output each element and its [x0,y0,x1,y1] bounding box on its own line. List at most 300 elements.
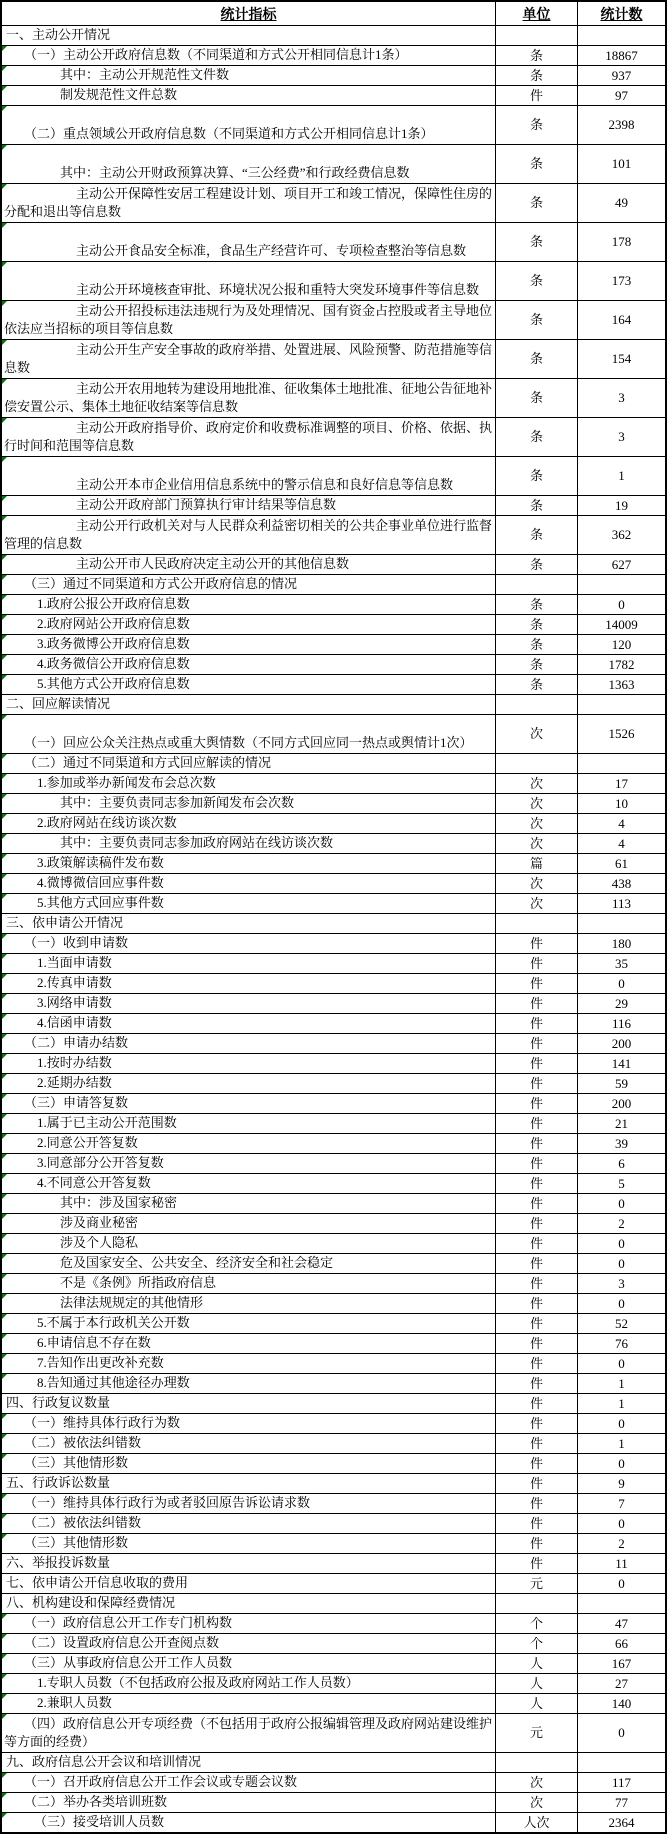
green-corner-marker-icon [2,1773,7,1778]
indicator-label: 法律法规规定的其他情形 [60,1295,204,1310]
indicator-cell [2,555,496,574]
unit-cell [496,1714,578,1752]
count-value: 0 [618,1725,625,1740]
count-value: 4 [618,815,625,831]
value-cell [578,1494,665,1513]
indicator-label: 涉及个人隐私 [60,1235,139,1250]
value-cell [578,575,665,594]
indicator-cell [2,655,496,674]
green-corner-marker-icon [2,1214,7,1219]
value-cell [578,86,665,105]
unit-label: 次 [529,815,543,831]
table-row [2,595,665,615]
indicator-label: （四）政府信息公开专项经费（不包括用于政府公报编辑管理及政府网站建设维护等方面的经费） [4,1716,493,1749]
unit-cell [496,1134,578,1153]
count-value: 1 [618,468,625,483]
unit-cell [496,1554,578,1573]
value-cell [578,262,665,300]
count-value: 101 [611,156,632,171]
count-value: 438 [611,875,632,891]
indicator-cell [2,184,496,222]
indicator-label: 其中：涉及国家秘密 [60,1195,178,1210]
indicator-cell [2,715,496,753]
indicator-cell [2,1014,496,1033]
unit-label: 条 [529,556,543,572]
value-cell [578,834,665,853]
table-row [2,1074,665,1094]
count-value: 627 [611,556,632,572]
unit-cell [496,1254,578,1273]
value-cell [578,340,665,378]
unit-cell [496,223,578,261]
value-cell [578,1574,665,1593]
count-value: 937 [611,67,632,83]
green-corner-marker-icon [2,1414,7,1419]
table-row [2,1414,665,1434]
table-row [2,555,665,575]
indicator-label: 九、政府信息公开会议和培训情况 [6,1754,202,1769]
indicator-label: 危及国家安全、公共安全、经济安全和社会稳定 [60,1255,334,1270]
table-row [2,1114,665,1134]
indicator-cell [2,754,496,773]
count-value: 173 [611,273,632,288]
green-corner-marker-icon [2,184,7,189]
indicator-label: （一）召开政府信息公开工作会议或专题会议数 [24,1774,298,1789]
value-cell [578,1674,665,1693]
table-row [2,1174,665,1194]
unit-label: 件 [529,1435,543,1451]
green-corner-marker-icon [2,894,7,899]
count-value: 77 [615,1794,628,1810]
value-cell [578,894,665,913]
table-row [2,1494,665,1514]
indicator-label: （三）从事政府信息公开工作人员数 [24,1655,233,1670]
indicator-label: 2.延期办结数 [37,1075,112,1090]
table-row [2,1034,665,1054]
indicator-label: 1.属于已主动公开范围数 [37,1115,177,1130]
table-row [2,86,665,106]
green-corner-marker-icon [2,1674,7,1679]
unit-label: 人次 [523,1814,550,1830]
indicator-label: 六、举报投诉数量 [6,1555,111,1570]
table-row [2,516,665,555]
count-value: 0 [618,1415,625,1431]
indicator-cell [2,1773,496,1792]
indicator-cell [2,1274,496,1293]
table-row [2,1194,665,1214]
indicator-label: 8.告知通过其他途径办理数 [37,1375,190,1390]
unit-cell [496,695,578,714]
table-row [2,1294,665,1314]
green-corner-marker-icon [2,814,7,819]
indicator-label: 其中：主要负责同志参加新闻发布会次数 [60,795,295,810]
unit-cell [496,994,578,1013]
value-cell [578,974,665,993]
indicator-cell [2,1594,496,1613]
indicator-label: 不是《条例》所指政府信息 [60,1275,217,1290]
value-cell [578,1274,665,1293]
value-cell [578,1094,665,1113]
unit-label: 件 [529,1035,543,1051]
value-cell [578,1054,665,1073]
indicator-cell [2,595,496,614]
table-row [2,1813,665,1832]
indicator-cell [2,1054,496,1073]
value-cell [578,457,665,495]
table-row [2,223,665,262]
indicator-cell [2,46,496,65]
table-row [2,934,665,954]
unit-label: 条 [529,390,543,405]
value-cell [578,66,665,85]
column-header-unit-label: 单位 [522,7,551,23]
count-value: 10 [615,795,628,811]
indicator-cell [2,66,496,85]
value-cell [578,934,665,953]
green-corner-marker-icon [2,774,7,779]
count-value: 49 [615,195,628,210]
table-row [2,954,665,974]
value-cell [578,26,665,45]
unit-cell [496,46,578,65]
green-corner-marker-icon [2,1374,7,1379]
count-value: 52 [615,1315,628,1331]
unit-cell [496,184,578,222]
unit-cell [496,715,578,753]
green-corner-marker-icon [2,1294,7,1299]
indicator-label: 1.专职人员数（不包括政府公报及政府网站工作人员数） [37,1675,359,1690]
indicator-label: 主动公开招投标违法违规行为及处理情况、国有资金占控股或者主导地位依法应当招标的项目等信息数 [4,303,493,336]
unit-cell [496,635,578,654]
value-cell [578,516,665,554]
indicator-cell [2,675,496,694]
count-value: 141 [611,1055,632,1071]
table-row [2,1554,665,1574]
indicator-label: 1.当面申请数 [37,955,112,970]
table-row [2,1374,665,1394]
indicator-cell [2,1793,496,1812]
indicator-label: 5.不属于本行政机关公开数 [37,1315,190,1330]
count-value: 180 [611,935,632,951]
unit-cell [496,655,578,674]
unit-label: 件 [529,935,543,951]
green-corner-marker-icon [2,1813,7,1818]
count-value: 7 [618,1495,625,1511]
unit-label: 件 [529,1155,543,1171]
indicator-cell [2,794,496,813]
green-corner-marker-icon [2,994,7,999]
unit-label: 件 [529,1395,543,1411]
green-corner-marker-icon [2,1334,7,1339]
count-value: 362 [611,527,632,542]
count-value: 9 [618,1475,625,1491]
unit-cell [496,457,578,495]
unit-cell [496,1174,578,1193]
table-row [2,1394,665,1414]
unit-cell [496,794,578,813]
count-value: 0 [618,596,625,612]
table-row [2,1614,665,1634]
unit-cell [496,1034,578,1053]
indicator-label: 涉及商业秘密 [60,1215,139,1230]
unit-cell [496,1753,578,1772]
value-cell [578,615,665,634]
unit-label: 件 [529,1515,543,1531]
unit-cell [496,1194,578,1213]
indicator-label: （二）设置政府信息公开查阅点数 [24,1635,220,1650]
count-value: 0 [618,1355,625,1371]
green-corner-marker-icon [2,555,7,560]
indicator-cell [2,834,496,853]
green-corner-marker-icon [2,1274,7,1279]
count-value: 14009 [605,616,638,632]
unit-label: 次 [529,1794,543,1810]
indicator-cell [2,1214,496,1233]
green-corner-marker-icon [2,1094,7,1099]
value-cell [578,1554,665,1573]
table-row [2,1753,665,1773]
indicator-cell [2,106,496,144]
unit-label: 条 [529,616,543,632]
unit-label: 件 [529,1475,543,1491]
value-cell [578,635,665,654]
indicator-cell [2,496,496,515]
value-cell [578,301,665,339]
table-row [2,46,665,66]
table-row [2,814,665,834]
green-corner-marker-icon [2,496,7,501]
indicator-label: 主动公开行政机关对与人民群众利益密切相关的公共企事业单位进行监督管理的信息数 [4,518,493,551]
indicator-cell [2,379,496,417]
indicator-label: （二）重点领域公开政府信息数（不同渠道和方式公开相同信息计1条） [24,126,434,141]
count-value: 66 [615,1635,628,1651]
table-row [2,754,665,774]
green-corner-marker-icon [2,1534,7,1539]
value-cell [578,754,665,773]
unit-cell [496,379,578,417]
table-row [2,1514,665,1534]
green-corner-marker-icon [2,1514,7,1519]
value-cell [578,695,665,714]
indicator-cell [2,1454,496,1473]
value-cell [578,184,665,222]
green-corner-marker-icon [2,834,7,839]
table-row [2,1054,665,1074]
unit-cell [496,595,578,614]
count-value: 5 [618,1175,625,1191]
column-header-count-label: 统计数 [600,7,643,23]
unit-label: 人 [529,1675,543,1691]
indicator-label: （一）政府信息公开工作专门机构数 [24,1615,233,1630]
unit-label: 件 [529,1015,543,1031]
green-corner-marker-icon [2,715,7,720]
indicator-label: （三）其他情形数 [24,1455,129,1470]
count-value: 61 [615,855,628,871]
table-row [2,340,665,379]
unit-label: 个 [529,1635,543,1651]
indicator-label: 3.政策解读稿件发布数 [37,855,164,870]
indicator-cell [2,1314,496,1333]
unit-label: 件 [529,1195,543,1211]
table-row [2,1434,665,1454]
unit-cell [496,814,578,833]
indicator-cell [2,575,496,594]
unit-cell [496,1434,578,1453]
unit-label: 件 [529,1315,543,1331]
value-cell [578,418,665,456]
unit-cell [496,754,578,773]
table-row [2,1334,665,1354]
green-corner-marker-icon [2,1793,7,1798]
green-corner-marker-icon [2,340,7,345]
indicator-label: 其中：主要负责同志参加政府网站在线访谈次数 [60,835,334,850]
unit-label: 件 [529,1375,543,1391]
indicator-label: （三）通过不同渠道和方式公开政府信息的情况 [24,576,298,591]
value-cell [578,1793,665,1812]
unit-cell [496,854,578,873]
indicator-label: （一）回应公众关注热点或重大舆情数（不同方式回应同一热点或舆情计1次） [24,735,473,750]
indicator-label: 3.政务微博公开政府信息数 [37,636,190,651]
value-cell [578,1154,665,1173]
count-value: 1363 [608,676,635,692]
indicator-cell [2,1414,496,1433]
unit-label: 条 [529,676,543,692]
value-cell [578,655,665,674]
unit-cell [496,954,578,973]
indicator-cell [2,1114,496,1133]
green-corner-marker-icon [2,301,7,306]
table-row [2,695,665,715]
unit-label: 条 [529,636,543,652]
indicator-cell [2,262,496,300]
unit-label: 件 [529,1095,543,1111]
indicator-cell [2,301,496,339]
unit-label: 条 [529,312,543,327]
value-cell [578,1214,665,1233]
table-row [2,262,665,301]
indicator-label: 二、回应解读情况 [6,696,111,711]
indicator-label: （三）其他情形数 [24,1535,129,1550]
count-value: 35 [615,955,628,971]
value-cell [578,1434,665,1453]
table-row [2,1234,665,1254]
count-value: 3 [618,429,625,444]
unit-cell [496,1514,578,1533]
table-header-row [2,2,665,26]
unit-cell [496,1114,578,1133]
indicator-cell [2,854,496,873]
indicator-label: （三）接受培训人员数 [34,1814,165,1829]
indicator-cell [2,914,496,933]
indicator-cell [2,954,496,973]
table-row [2,106,665,145]
unit-cell [496,874,578,893]
indicator-cell [2,1554,496,1573]
unit-cell [496,1454,578,1473]
green-corner-marker-icon [2,1694,7,1699]
indicator-cell [2,774,496,793]
unit-cell [496,675,578,694]
unit-label: 条 [529,273,543,288]
table-row [2,1674,665,1694]
indicator-label: 主动公开政府部门预算执行审计结果等信息数 [76,497,337,512]
unit-label: 件 [529,1555,543,1571]
table-row [2,457,665,496]
count-value: 29 [615,995,628,1011]
green-corner-marker-icon [2,954,7,959]
unit-cell [496,1674,578,1693]
unit-label: 件 [529,1455,543,1471]
table-row [2,575,665,595]
value-cell [578,1753,665,1772]
value-cell [578,1773,665,1792]
count-value: 154 [611,351,632,366]
indicator-cell [2,1654,496,1673]
indicator-cell [2,1494,496,1513]
indicator-cell [2,223,496,261]
green-corner-marker-icon [2,1614,7,1619]
value-cell [578,1354,665,1373]
unit-cell [496,1154,578,1173]
unit-cell [496,1793,578,1812]
table-row [2,1714,665,1753]
unit-cell [496,418,578,456]
indicator-label: 5.其他方式公开政府信息数 [37,676,190,691]
unit-label: 次 [529,775,543,791]
table-row [2,26,665,46]
unit-label: 件 [529,1335,543,1351]
value-cell [578,1334,665,1353]
table-row [2,854,665,874]
unit-label: 条 [529,156,543,171]
unit-label: 次 [529,726,543,741]
unit-cell [496,1614,578,1633]
unit-label: 次 [529,795,543,811]
table-row [2,874,665,894]
green-corner-marker-icon [2,675,7,680]
unit-label: 条 [529,596,543,612]
indicator-label: 4.微博微信回应事件数 [37,875,164,890]
unit-label: 条 [529,117,543,132]
green-corner-marker-icon [2,1114,7,1119]
green-corner-marker-icon [2,655,7,660]
count-value: 0 [618,1195,625,1211]
indicator-label: 3.同意部分公开答复数 [37,1155,164,1170]
indicator-label: 八、机构建设和保障经费情况 [6,1595,176,1610]
table-row [2,1694,665,1714]
table-row [2,301,665,340]
unit-label: 条 [529,656,543,672]
unit-cell [496,1374,578,1393]
table-row [2,66,665,86]
green-corner-marker-icon [2,1194,7,1199]
value-cell [578,1454,665,1473]
value-cell [578,1394,665,1413]
count-value: 76 [615,1335,628,1351]
value-cell [578,496,665,515]
unit-cell [496,1474,578,1493]
indicator-cell [2,1474,496,1493]
count-value: 140 [611,1695,632,1711]
green-corner-marker-icon [2,46,7,51]
unit-cell [496,496,578,515]
indicator-label: 主动公开政府指导价、政府定价和收费标准调整的项目、价格、依据、执行时间和范围等信息数 [4,420,493,453]
green-corner-marker-icon [2,106,7,111]
indicator-cell [2,1534,496,1553]
green-corner-marker-icon [2,1174,7,1179]
indicator-cell [2,1134,496,1153]
indicator-cell [2,635,496,654]
